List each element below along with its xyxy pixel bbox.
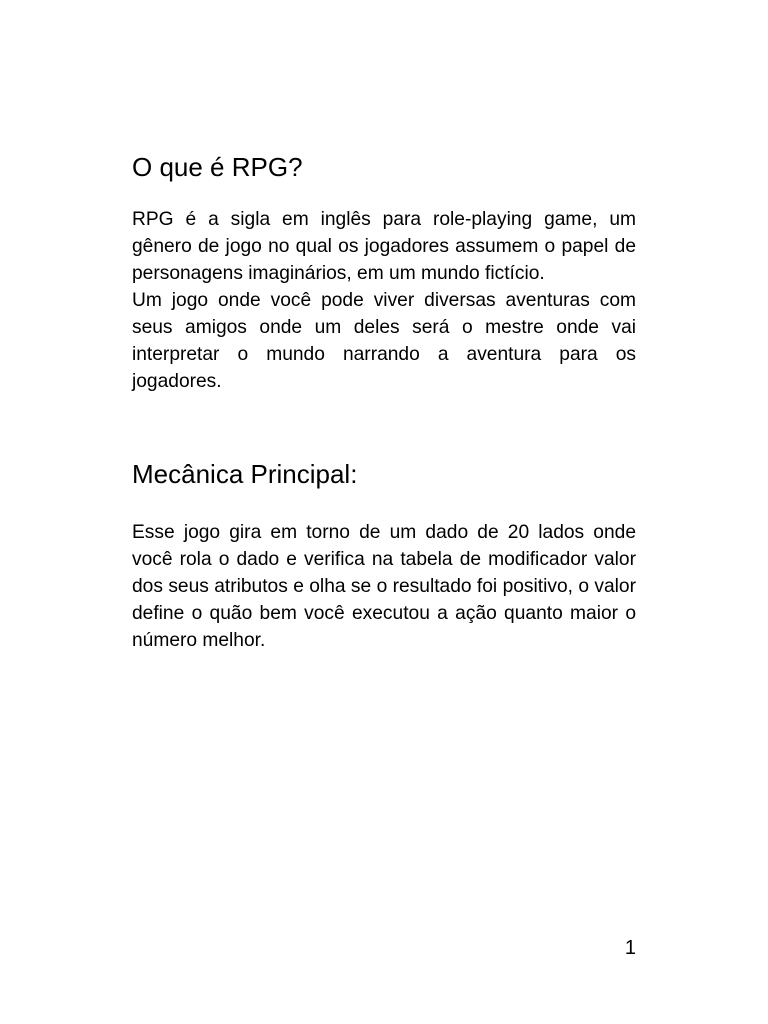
section-heading-what-is-rpg: O que é RPG? — [132, 152, 303, 182]
page-number: 1 — [624, 937, 636, 959]
paragraph-rpg-definition: RPG é a sigla em inglês para role-playing game, um gênero de jogo no qual os jogadores assumem o papel de personagens imaginários, em um mundo fictício. — [132, 209, 636, 284]
paragraph-rpg-description: Um jogo onde você pode viver diversas aventuras com seus amigos onde um deles será o mestre onde vai interpretar o mundo narrando a aventura para os jogadores. — [132, 290, 636, 392]
paragraph-d20-mechanics: Esse jogo gira em torno de um dado de 20 lados onde você rola o dado e verifica na tabela de modificador valor dos seus atributos e olha se o resultado foi positivo, o valor define o quão bem você executou a ação quanto maior o número melhor. — [132, 522, 636, 651]
page-content — [132, 150, 636, 654]
section-heading-main-mechanics: Mecânica Principal: — [132, 459, 358, 489]
section-what-is-rpg — [132, 150, 636, 395]
section-main-mechanics — [132, 457, 636, 654]
